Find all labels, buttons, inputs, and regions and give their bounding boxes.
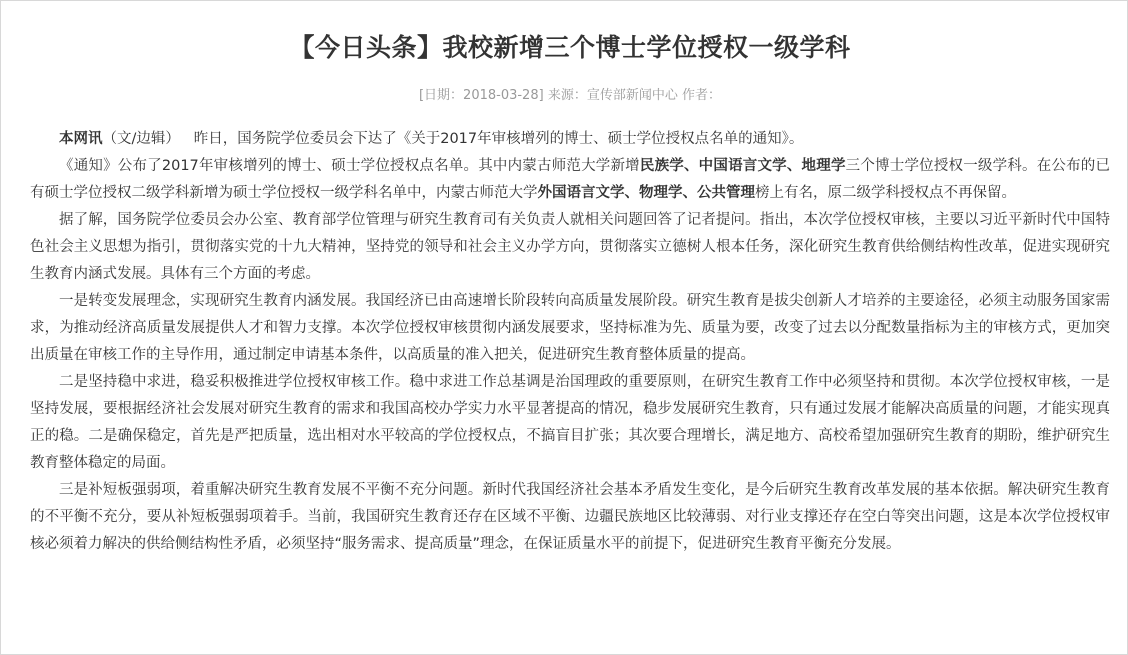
lead-label: 本网讯 — [59, 131, 103, 147]
article-title: 【今日头条】我校新增三个博士学位授权一级学科 — [289, 33, 851, 62]
paragraph-point-one: 一是转变发展理念，实现研究生教育内涵发展。我国经济已由高速增长阶段转向高质量发展阶段。研究生教育是拔尖创新人才培养的主要途径，必须主动服务国家需求，为推动经济高质量发展提供人才和智力支撑。本次学位授权审核贯彻内涵发展要求，坚持标准为先、质量为要，改变了过去以分配数量指标为主的审核方式，更加突出质量在审核工作的主导作用，通过制定申请基本条件，以高质量的准入把关，促进研究生教育整体质量的提高。 — [30, 293, 1110, 363]
date-value: 2018-03-28 — [463, 88, 539, 103]
paragraph-notice — [30, 153, 1110, 207]
credit-text: （文/边辑） — [102, 131, 180, 147]
source-value: 宣传部新闻中心 — [586, 88, 678, 103]
author-label: 作者： — [682, 88, 722, 103]
article-meta — [30, 86, 1110, 106]
source-label: 来源： — [547, 88, 587, 103]
intro-text: 昨日，国务院学位委员会下达了《关于2017年审核增列的博士、硕士学位授权点名单的通知》。 — [193, 131, 804, 147]
paragraph-intro — [30, 126, 1110, 153]
notice-text-1: 《通知》公布了2017年审核增列的博士、硕士学位授权点名单。其中内蒙古师范大学新增 — [59, 158, 640, 174]
date-close: ] — [538, 88, 544, 103]
article-body — [30, 126, 1110, 558]
new-doctoral-disciplines: 民族学、中国语言文学、地理学 — [639, 158, 846, 174]
date-label: [日期： — [418, 88, 464, 103]
paragraph-background: 据了解，国务院学位委员会办公室、教育部学位管理与研究生教育司有关负责人就相关问题回答了记者提问。指出，本次学位授权审核，主要以习近平新时代中国特色社会主义思想为指引，贯彻落实党的十九大精神，坚持党的领导和社会主义办学方向，贯彻落实立德树人根本任务，深化研究生教育供给侧结构性改革，促进实现研究生教育内涵式发展。具体有三个方面的考虑。 — [30, 212, 1110, 282]
notice-text-3: 榜上有名，原二级学科授权点不再保留。 — [755, 185, 1016, 201]
new-master-disciplines: 外国语言文学、物理学、公共管理 — [537, 185, 755, 201]
notice-text-2: 三个博士学位授权一级学科。在公布的已有硕士学位授权二级学科新增为硕士学位授权一级学科名单中，内蒙古师范大学 — [30, 158, 1111, 201]
paragraph-point-three: 三是补短板强弱项，着重解决研究生教育发展不平衡不充分问题。新时代我国经济社会基本矛盾发生变化，是今后研究生教育改革发展的基本依据。解决研究生教育的不平衡不充分，要从补短板强弱项着手。当前，我国研究生教育还存在区域不平衡、边疆民族地区比较薄弱、对行业支撑还存在空白等突出问题，这是本次学位授权审核必须着力解决的供给侧结构性矛盾，必须坚持“服务需求、提高质量”理念，在保证质量水平的前提下，促进研究生教育平衡充分发展。 — [30, 482, 1110, 552]
paragraph-point-two: 二是坚持稳中求进，稳妥积极推进学位授权审核工作。稳中求进工作总基调是治国理政的重要原则，在研究生教育工作中必须坚持和贯彻。本次学位授权审核，一是坚持发展，要根据经济社会发展对研究生教育的需求和我国高校办学实力水平显著提高的情况，稳步发展研究生教育，只有通过发展才能解决高质量的问题，才能实现真正的稳。二是确保稳定，首先是严把质量，选出相对水平较高的学位授权点，不搞盲目扩张；其次要合理增长，满足地方、高校希望加强研究生教育的期盼，维护研究生教育整体稳定的局面。 — [30, 374, 1110, 471]
article — [30, 0, 1110, 558]
